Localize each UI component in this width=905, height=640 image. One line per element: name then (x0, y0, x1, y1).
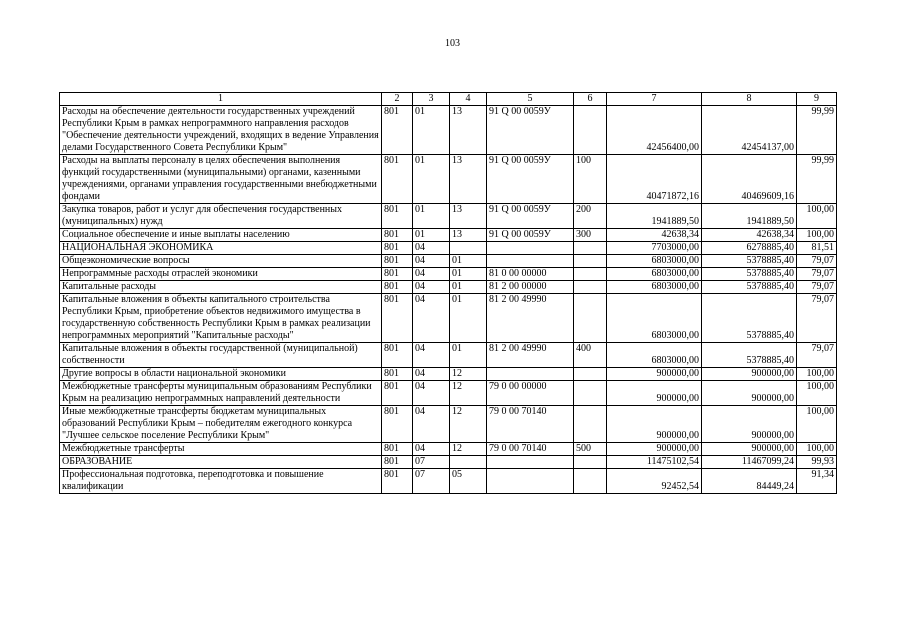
grbs-code-cell: 801 (382, 268, 413, 281)
executed-amount-cell: 42638,34 (702, 229, 797, 242)
subsection-code-cell (450, 242, 487, 255)
table-row (60, 204, 837, 229)
expense-type-cell (574, 381, 607, 406)
grbs-code-cell: 801 (382, 456, 413, 469)
table-row (60, 294, 837, 343)
executed-amount-cell: 84449,24 (702, 469, 797, 494)
expense-type-cell (574, 368, 607, 381)
executed-amount-cell: 5378885,40 (702, 255, 797, 268)
executed-amount-cell: 40469609,16 (702, 155, 797, 204)
table-row (60, 255, 837, 268)
section-code-cell: 04 (413, 406, 450, 443)
execution-percent-cell: 79,07 (797, 281, 837, 294)
subsection-code-cell: 12 (450, 368, 487, 381)
target-article-cell (487, 469, 574, 494)
grbs-code-cell: 801 (382, 229, 413, 242)
page-number: 103 (445, 38, 460, 49)
planned-amount-cell: 6803000,00 (607, 268, 702, 281)
table-row (60, 106, 837, 155)
subsection-code-cell: 12 (450, 443, 487, 456)
table-row (60, 229, 837, 242)
row-name-cell: Другие вопросы в области национальной экономики (60, 368, 382, 381)
table-row (60, 406, 837, 443)
table-row (60, 242, 837, 255)
target-article-cell: 81 0 00 00000 (487, 268, 574, 281)
planned-amount-cell: 11475102,54 (607, 456, 702, 469)
target-article-cell (487, 368, 574, 381)
section-code-cell: 04 (413, 294, 450, 343)
planned-amount-cell: 6803000,00 (607, 255, 702, 268)
row-name-cell: Расходы на выплаты персоналу в целях обеспечения выполнения функций государственными (муниципальными) органами, казенными учреждениями, органами управления государственными внебюджетными фондами (60, 155, 382, 204)
executed-amount-cell: 5378885,40 (702, 281, 797, 294)
executed-amount-cell: 900000,00 (702, 381, 797, 406)
grbs-code-cell: 801 (382, 204, 413, 229)
table-row (60, 456, 837, 469)
grbs-code-cell: 801 (382, 242, 413, 255)
target-article-cell: 91 Q 00 0059У (487, 204, 574, 229)
row-name-cell: Капитальные расходы (60, 281, 382, 294)
execution-percent-cell: 79,07 (797, 343, 837, 368)
target-article-cell: 81 2 00 00000 (487, 281, 574, 294)
table-row (60, 343, 837, 368)
planned-amount-cell: 6803000,00 (607, 294, 702, 343)
executed-amount-cell: 900000,00 (702, 368, 797, 381)
execution-percent-cell: 91,34 (797, 469, 837, 494)
header-cell: 3 (413, 93, 450, 106)
expense-type-cell (574, 255, 607, 268)
planned-amount-cell: 40471872,16 (607, 155, 702, 204)
row-name-cell: ОБРАЗОВАНИЕ (60, 456, 382, 469)
row-name-cell: Расходы на обеспечение деятельности государственных учреждений Республики Крым в рамках непрограммного направления расходов "Обеспечение деятельности учреждений, входящих в ведение Управления делами Государственного Совета Республики Крым" (60, 106, 382, 155)
planned-amount-cell: 900000,00 (607, 406, 702, 443)
grbs-code-cell: 801 (382, 469, 413, 494)
section-code-cell: 01 (413, 106, 450, 155)
row-name-cell: Закупка товаров, работ и услуг для обеспечения государственных (муниципальных) нужд (60, 204, 382, 229)
section-code-cell: 04 (413, 281, 450, 294)
section-code-cell: 01 (413, 155, 450, 204)
section-code-cell: 07 (413, 469, 450, 494)
subsection-code-cell (450, 456, 487, 469)
grbs-code-cell: 801 (382, 443, 413, 456)
expense-type-cell: 300 (574, 229, 607, 242)
executed-amount-cell: 1941889,50 (702, 204, 797, 229)
subsection-code-cell: 01 (450, 268, 487, 281)
planned-amount-cell: 42638,34 (607, 229, 702, 242)
planned-amount-cell: 6803000,00 (607, 281, 702, 294)
expense-type-cell (574, 456, 607, 469)
expense-type-cell: 200 (574, 204, 607, 229)
grbs-code-cell: 801 (382, 155, 413, 204)
executed-amount-cell: 5378885,40 (702, 294, 797, 343)
planned-amount-cell: 900000,00 (607, 443, 702, 456)
subsection-code-cell: 13 (450, 106, 487, 155)
section-code-cell: 01 (413, 229, 450, 242)
section-code-cell: 04 (413, 343, 450, 368)
subsection-code-cell: 01 (450, 255, 487, 268)
table-row (60, 368, 837, 381)
expense-type-cell: 400 (574, 343, 607, 368)
subsection-code-cell: 01 (450, 343, 487, 368)
grbs-code-cell: 801 (382, 106, 413, 155)
subsection-code-cell: 12 (450, 406, 487, 443)
execution-percent-cell: 99,93 (797, 456, 837, 469)
execution-percent-cell: 99,99 (797, 155, 837, 204)
planned-amount-cell: 92452,54 (607, 469, 702, 494)
grbs-code-cell: 801 (382, 294, 413, 343)
target-article-cell: 79 0 00 70140 (487, 443, 574, 456)
executed-amount-cell: 900000,00 (702, 443, 797, 456)
target-article-cell: 91 Q 00 0059У (487, 155, 574, 204)
subsection-code-cell: 05 (450, 469, 487, 494)
row-name-cell: Социальное обеспечение и иные выплаты населению (60, 229, 382, 242)
header-cell: 4 (450, 93, 487, 106)
execution-percent-cell: 99,99 (797, 106, 837, 155)
row-name-cell: Общеэкономические вопросы (60, 255, 382, 268)
grbs-code-cell: 801 (382, 368, 413, 381)
table-header-row (60, 93, 837, 106)
table-row (60, 381, 837, 406)
budget-table (59, 92, 837, 494)
row-name-cell: Капитальные вложения в объекты государственной (муниципальной) собственности (60, 343, 382, 368)
planned-amount-cell: 900000,00 (607, 368, 702, 381)
section-code-cell: 04 (413, 255, 450, 268)
row-name-cell: Непрограммные расходы отраслей экономики (60, 268, 382, 281)
row-name-cell: Профессиональная подготовка, переподготовка и повышение квалификации (60, 469, 382, 494)
subsection-code-cell: 13 (450, 155, 487, 204)
executed-amount-cell: 5378885,40 (702, 343, 797, 368)
executed-amount-cell: 42454137,00 (702, 106, 797, 155)
row-name-cell: Межбюджетные трансферты муниципальным образованиям Республики Крым на реализацию непрограммных направлений деятельности (60, 381, 382, 406)
execution-percent-cell: 100,00 (797, 229, 837, 242)
target-article-cell (487, 255, 574, 268)
header-cell: 5 (487, 93, 574, 106)
execution-percent-cell: 100,00 (797, 443, 837, 456)
planned-amount-cell: 900000,00 (607, 381, 702, 406)
planned-amount-cell: 42456400,00 (607, 106, 702, 155)
execution-percent-cell: 100,00 (797, 204, 837, 229)
expense-type-cell: 100 (574, 155, 607, 204)
table-row (60, 155, 837, 204)
table-row (60, 281, 837, 294)
execution-percent-cell: 79,07 (797, 268, 837, 281)
expense-type-cell (574, 294, 607, 343)
expense-type-cell: 500 (574, 443, 607, 456)
execution-percent-cell: 100,00 (797, 406, 837, 443)
planned-amount-cell: 7703000,00 (607, 242, 702, 255)
section-code-cell: 07 (413, 456, 450, 469)
grbs-code-cell: 801 (382, 381, 413, 406)
execution-percent-cell: 79,07 (797, 255, 837, 268)
header-cell: 9 (797, 93, 837, 106)
grbs-code-cell: 801 (382, 255, 413, 268)
target-article-cell: 79 0 00 70140 (487, 406, 574, 443)
grbs-code-cell: 801 (382, 406, 413, 443)
target-article-cell: 79 0 00 00000 (487, 381, 574, 406)
execution-percent-cell: 81,51 (797, 242, 837, 255)
expense-type-cell (574, 242, 607, 255)
section-code-cell: 04 (413, 242, 450, 255)
target-article-cell (487, 242, 574, 255)
subsection-code-cell: 12 (450, 381, 487, 406)
target-article-cell: 91 Q 00 0059У (487, 106, 574, 155)
target-article-cell (487, 456, 574, 469)
subsection-code-cell: 13 (450, 229, 487, 242)
subsection-code-cell: 13 (450, 204, 487, 229)
section-code-cell: 04 (413, 368, 450, 381)
table-row (60, 268, 837, 281)
row-name-cell: Капитальные вложения в объекты капитального строительства Республики Крым, приобретение объектов недвижимого имущества в государственную собственность Республики Крым в рамках реализации непрограммных мероприятий "Капитальные расходы" (60, 294, 382, 343)
subsection-code-cell: 01 (450, 281, 487, 294)
row-name-cell: НАЦИОНАЛЬНАЯ ЭКОНОМИКА (60, 242, 382, 255)
section-code-cell: 01 (413, 204, 450, 229)
executed-amount-cell: 6278885,40 (702, 242, 797, 255)
table-row (60, 469, 837, 494)
table-row (60, 443, 837, 456)
row-name-cell: Межбюджетные трансферты (60, 443, 382, 456)
section-code-cell: 04 (413, 381, 450, 406)
target-article-cell: 81 2 00 49990 (487, 343, 574, 368)
executed-amount-cell: 11467099,24 (702, 456, 797, 469)
expense-type-cell (574, 469, 607, 494)
planned-amount-cell: 6803000,00 (607, 343, 702, 368)
section-code-cell: 04 (413, 443, 450, 456)
expense-type-cell (574, 106, 607, 155)
planned-amount-cell: 1941889,50 (607, 204, 702, 229)
header-cell: 8 (702, 93, 797, 106)
grbs-code-cell: 801 (382, 343, 413, 368)
execution-percent-cell: 100,00 (797, 381, 837, 406)
row-name-cell: Иные межбюджетные трансферты бюджетам муниципальных образований Республики Крым – победителям ежегодного конкурса "Лучшее сельское поселение Республики Крым" (60, 406, 382, 443)
header-cell: 1 (60, 93, 382, 106)
header-cell: 7 (607, 93, 702, 106)
subsection-code-cell: 01 (450, 294, 487, 343)
executed-amount-cell: 900000,00 (702, 406, 797, 443)
header-cell: 6 (574, 93, 607, 106)
expense-type-cell (574, 406, 607, 443)
execution-percent-cell: 79,07 (797, 294, 837, 343)
expense-type-cell (574, 268, 607, 281)
execution-percent-cell: 100,00 (797, 368, 837, 381)
expense-type-cell (574, 281, 607, 294)
target-article-cell: 91 Q 00 0059У (487, 229, 574, 242)
section-code-cell: 04 (413, 268, 450, 281)
header-cell: 2 (382, 93, 413, 106)
target-article-cell: 81 2 00 49990 (487, 294, 574, 343)
executed-amount-cell: 5378885,40 (702, 268, 797, 281)
grbs-code-cell: 801 (382, 281, 413, 294)
